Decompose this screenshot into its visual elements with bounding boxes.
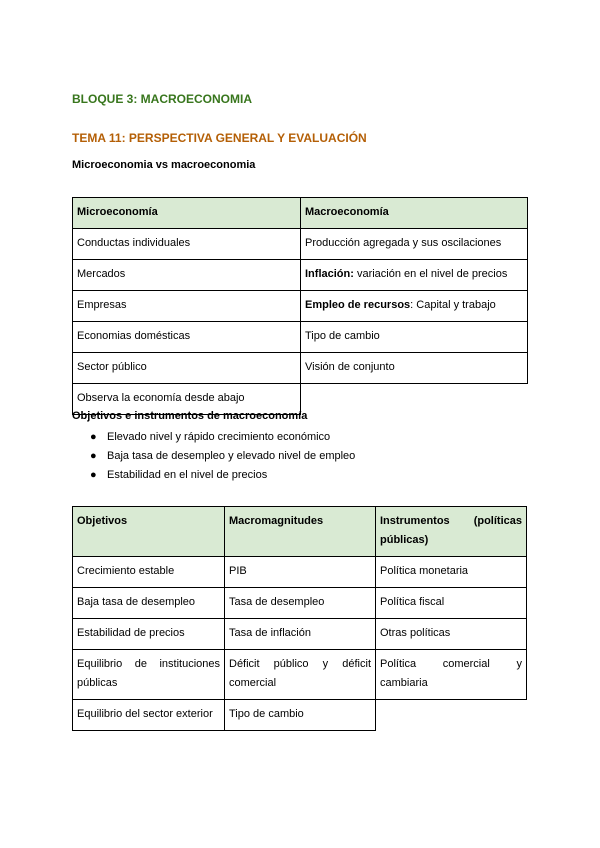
list-item-text: Elevado nivel y rápido crecimiento económico <box>107 431 331 443</box>
table-row <box>73 700 527 731</box>
empty-cell <box>301 384 528 415</box>
table-row <box>73 588 527 619</box>
table-cell: Estabilidad de precios <box>73 619 225 650</box>
header-cell: Microeconomía <box>73 198 301 229</box>
table-cell: Política monetaria <box>376 557 527 588</box>
block-heading: BLOQUE 3: MACROECONOMIA <box>72 92 252 106</box>
table-cell <box>301 291 528 322</box>
list-item-text: Estabilidad en el nivel de precios <box>107 469 268 481</box>
table-cell <box>376 650 527 700</box>
table-cell: Baja tasa de desempleo <box>73 588 225 619</box>
bullet-icon: ● <box>90 431 97 443</box>
objectives-list <box>72 428 355 485</box>
term-description: : Capital y trabajo <box>410 299 496 311</box>
section-heading-micro-vs-macro: Microeconomia vs macroeconomia <box>72 159 256 171</box>
term-description: variación en el nivel de precios <box>353 268 508 280</box>
table-row <box>73 619 527 650</box>
table-cell: Equilibrio del sector exterior <box>73 700 225 731</box>
table-cell: Economias domésticas <box>73 322 301 353</box>
table-row <box>73 353 528 384</box>
table-row <box>73 557 527 588</box>
bullet-icon: ● <box>90 469 97 481</box>
table-cell: Mercados <box>73 260 301 291</box>
table-row <box>73 229 528 260</box>
header-cell: Macroeconomía <box>301 198 528 229</box>
list-item <box>72 466 355 485</box>
table-cell: Sector público <box>73 353 301 384</box>
table-cell <box>301 260 528 291</box>
header-text: Instrumentos (políticas públicas) <box>380 515 522 546</box>
table-cell: Producción agregada y sus oscilaciones <box>301 229 528 260</box>
cell-text: Política comercial y cambiaria <box>380 658 522 689</box>
table-cell: Política fiscal <box>376 588 527 619</box>
bullet-icon: ● <box>90 450 97 462</box>
table-cell: Otras políticas <box>376 619 527 650</box>
list-item-text: Baja tasa de desempleo y elevado nivel de empleo <box>107 450 356 462</box>
table-cell: Tipo de cambio <box>301 322 528 353</box>
table-cell: Conductas individuales <box>73 229 301 260</box>
table-row <box>73 291 528 322</box>
bold-term: Inflación: <box>305 268 354 280</box>
table-row <box>73 650 527 700</box>
objectives-instruments-table <box>72 506 527 731</box>
table-cell <box>225 650 376 700</box>
micro-vs-macro-table <box>72 197 528 415</box>
table-row <box>73 260 528 291</box>
empty-cell <box>376 700 527 731</box>
table-cell: Tipo de cambio <box>225 700 376 731</box>
header-cell <box>376 507 527 557</box>
table-cell: Tasa de desempleo <box>225 588 376 619</box>
table-cell: Visión de conjunto <box>301 353 528 384</box>
table-header-row <box>73 507 527 557</box>
table-header-row <box>73 198 528 229</box>
bold-term: Empleo de recursos <box>305 299 411 311</box>
cell-text: Equilibrio de instituciones públicas <box>77 658 220 689</box>
table-cell: Observa la economía desde abajo <box>73 384 301 415</box>
header-cell: Objetivos <box>73 507 225 557</box>
section-heading-objectives: Objetivos e instrumentos de macroeconomía <box>72 410 308 422</box>
table-cell: Empresas <box>73 291 301 322</box>
table-cell: PIB <box>225 557 376 588</box>
list-item <box>72 447 355 466</box>
header-cell: Macromagnitudes <box>225 507 376 557</box>
table-cell: Tasa de inflación <box>225 619 376 650</box>
table-cell: Crecimiento estable <box>73 557 225 588</box>
cell-text: Déficit público y déficit comercial <box>229 658 371 689</box>
topic-heading: TEMA 11: PERSPECTIVA GENERAL Y EVALUACIÓN <box>72 131 367 145</box>
table-row <box>73 322 528 353</box>
list-item <box>72 428 355 447</box>
table-cell <box>73 650 225 700</box>
